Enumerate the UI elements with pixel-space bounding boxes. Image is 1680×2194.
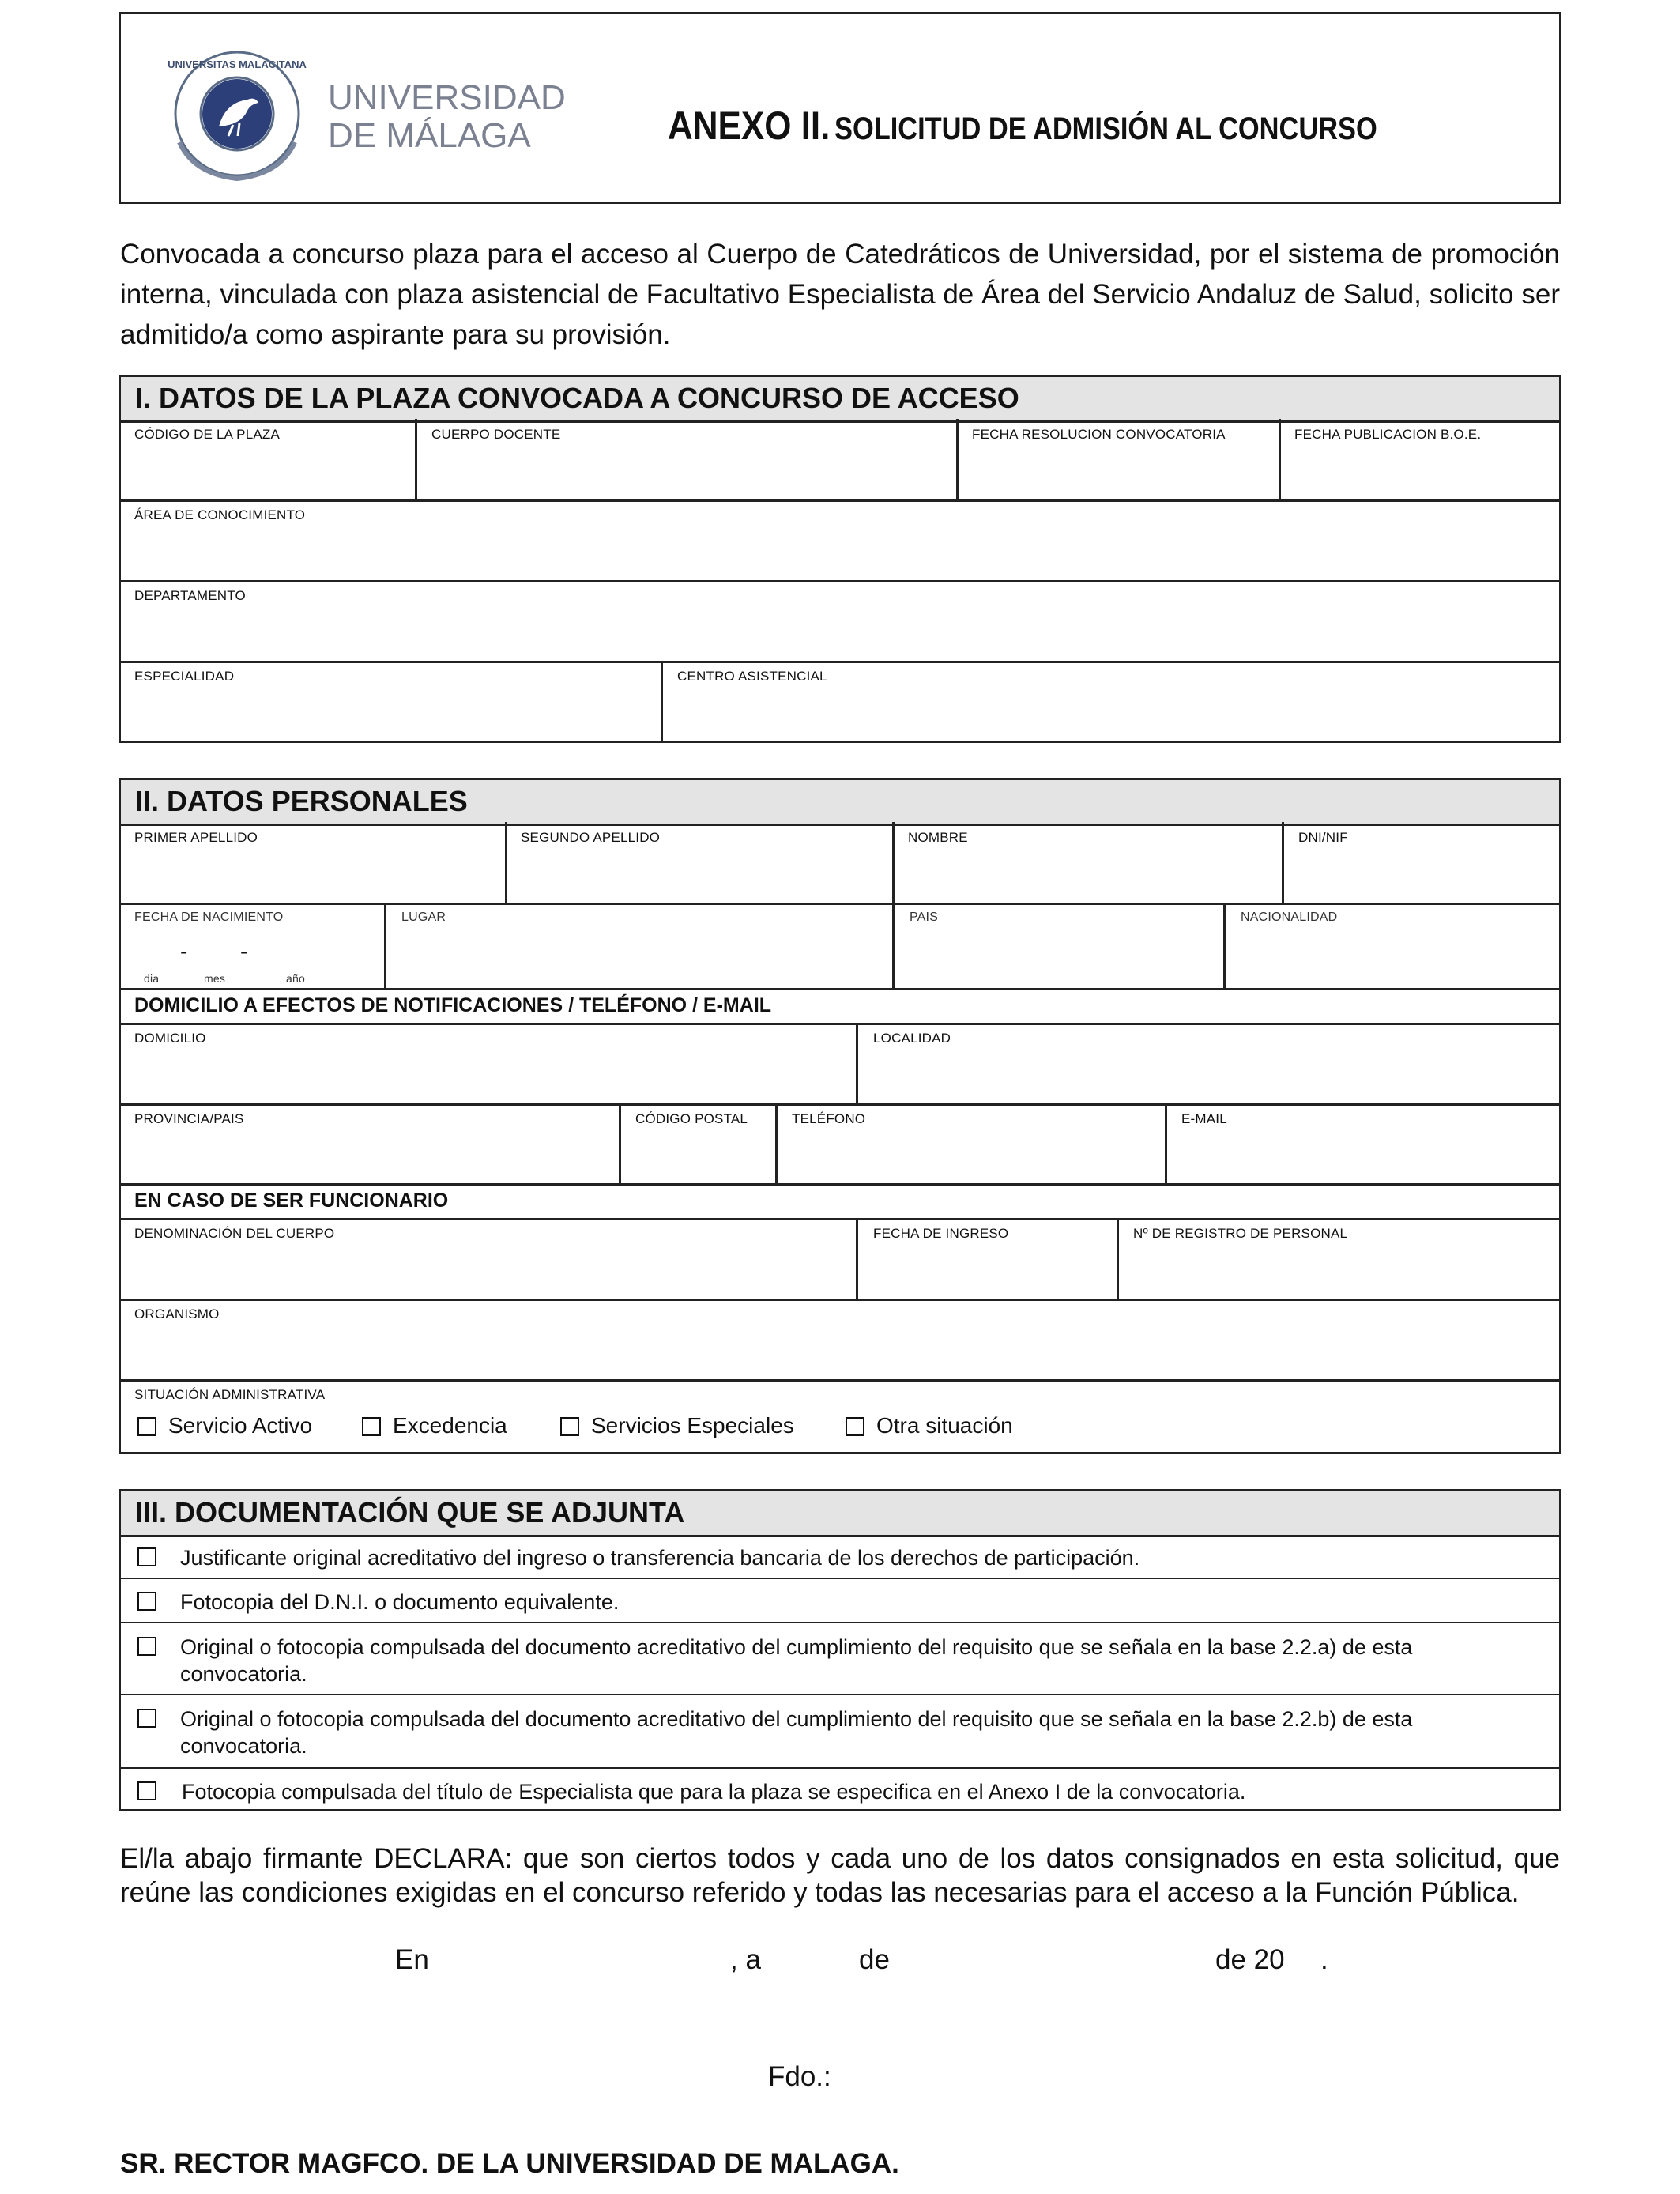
label-mes: mes <box>204 972 226 985</box>
label-lugar: LUGAR <box>401 910 446 924</box>
checkbox-excedencia[interactable] <box>362 1417 381 1436</box>
label-segundo-apellido: SEGUNDO APELLIDO <box>521 830 661 845</box>
option-excedencia: Excedencia <box>393 1413 507 1438</box>
date-dash-2: - <box>240 939 248 963</box>
label-telefono: TELÉFONO <box>792 1111 866 1126</box>
label-situacion: SITUACIÓN ADMINISTRATIVA <box>134 1387 326 1402</box>
label-departamento: DEPARTAMENTO <box>134 588 246 603</box>
label-fecha-publicacion: FECHA PUBLICACION B.O.E. <box>1294 427 1482 442</box>
checkbox-doc-dni[interactable] <box>137 1592 156 1611</box>
funcionario-header: EN CASO DE SER FUNCIONARIO <box>134 1189 449 1212</box>
page-title-annex: ANEXO II. <box>668 104 831 148</box>
page-title-rest: SOLICITUD DE ADMISIÓN AL CONCURSO <box>834 111 1378 146</box>
university-seal-logo <box>162 47 312 183</box>
domicilio-header: DOMICILIO A EFECTOS DE NOTIFICACIONES / TELÉFONO / E-MAIL <box>134 994 772 1016</box>
footer-addressee: SR. RECTOR MAGFCO. DE LA UNIVERSIDAD DE MALAGA. <box>120 2148 899 2179</box>
doc-item-requisito-b: Original o fotocopia compulsada del documento acreditativo del cumplimiento del requisito que se señala en la base 2.2.b) de esta convocatoria. <box>180 1707 1413 1758</box>
option-otra-situacion: Otra situación <box>876 1413 1013 1438</box>
university-name-line2: DE MÁLAGA <box>328 116 531 155</box>
checkbox-servicio-activo[interactable] <box>137 1417 156 1436</box>
label-nombre: NOMBRE <box>908 830 968 845</box>
checkbox-doc-requisito-b[interactable] <box>137 1709 156 1728</box>
label-dia: dia <box>144 972 160 985</box>
date-year-label: de 20 <box>1215 1944 1285 1975</box>
checkbox-servicios-especiales[interactable] <box>560 1417 579 1436</box>
label-codigo-postal: CÓDIGO POSTAL <box>635 1111 748 1126</box>
option-servicio-activo: Servicio Activo <box>168 1413 313 1438</box>
date-dash-1: - <box>180 939 188 963</box>
place-a-label: , a <box>730 1944 761 1975</box>
doc-item-justificante: Justificante original acreditativo del ingreso o transferencia bancaria de los derechos de participación. <box>180 1546 1140 1570</box>
university-name <box>328 79 566 155</box>
section-plaza-title: I. DATOS DE LA PLAZA CONVOCADA A CONCURSO DE ACCESO <box>135 382 1019 414</box>
label-cuerpo-docente: CUERPO DOCENTE <box>431 427 561 442</box>
doc-item-titulo: Fotocopia compulsada del título de Especialista que para la plaza se especifica en el Anexo I de la convocatoria. <box>182 1780 1246 1804</box>
label-denominacion: DENOMINACIÓN DEL CUERPO <box>134 1226 335 1241</box>
label-especialidad: ESPECIALIDAD <box>134 669 235 684</box>
label-domicilio: DOMICILIO <box>134 1031 206 1046</box>
section-personales-title: II. DATOS PERSONALES <box>135 785 468 817</box>
checkbox-doc-titulo[interactable] <box>137 1781 156 1800</box>
label-primer-apellido: PRIMER APELLIDO <box>134 830 258 845</box>
label-centro-asistencial: CENTRO ASISTENCIAL <box>677 669 827 684</box>
declaration-paragraph: El/la abajo firmante DECLARA: que son ciertos todos y cada uno de los datos consignados en esta solicitud, que reúne las condiciones exigidas en el concurso referido y todas las necesarias para el acceso a la Función Pública. <box>120 1843 1560 1908</box>
checkbox-doc-requisito-a[interactable] <box>137 1637 156 1656</box>
signature-label: Fdo.: <box>768 2061 831 2092</box>
intro-paragraph: Convocada a concurso plaza para el acceso al Cuerpo de Catedráticos de Universidad, por el sistema de promoción interna, vinculada con plaza asistencial de Facultativo Especialista de Área del Servicio Andaluz de Salud, solicito ser admitido/a como aspirante para su provisión. <box>120 239 1560 350</box>
label-pais: PAIS <box>910 910 939 924</box>
university-name-line1: UNIVERSIDAD <box>328 78 566 117</box>
label-email: E-MAIL <box>1181 1111 1227 1126</box>
label-fecha-nacimiento: FECHA DE NACIMIENTO <box>134 910 284 924</box>
label-localidad: LOCALIDAD <box>873 1031 951 1046</box>
label-registro-personal: Nº DE REGISTRO DE PERSONAL <box>1133 1226 1348 1241</box>
section-plaza-header <box>121 377 1559 423</box>
page-title <box>668 103 1466 149</box>
date-de-label: de <box>859 1944 890 1975</box>
date-period: . <box>1320 1944 1328 1975</box>
label-provincia: PROVINCIA/PAIS <box>134 1111 244 1126</box>
seal-text: UNIVERSITAS MALACITANA <box>168 58 307 70</box>
label-fecha-resolucion: FECHA RESOLUCION CONVOCATORIA <box>972 427 1226 442</box>
doc-item-dni: Fotocopia del D.N.I. o documento equivalente. <box>180 1590 620 1614</box>
doc-item-requisito-a: Original o fotocopia compulsada del documento acreditativo del cumplimiento del requisito que se señala en la base 2.2.a) de esta convocatoria. <box>180 1635 1413 1686</box>
checkbox-otra-situacion[interactable] <box>846 1417 864 1436</box>
label-codigo-plaza: CÓDIGO DE LA PLAZA <box>134 427 281 442</box>
section-documentacion-title: III. DOCUMENTACIÓN QUE SE ADJUNTA <box>135 1496 685 1529</box>
option-servicios-especiales: Servicios Especiales <box>591 1413 794 1438</box>
label-area-conocimiento: ÁREA DE CONOCIMIENTO <box>134 507 306 522</box>
label-organismo: ORGANISMO <box>134 1306 220 1321</box>
checkbox-doc-justificante[interactable] <box>137 1547 156 1566</box>
section-documentacion-header <box>121 1491 1559 1537</box>
place-en-label: En <box>395 1944 429 1975</box>
section-personales-header <box>121 780 1559 826</box>
label-anio: año <box>286 972 305 985</box>
label-fecha-ingreso: FECHA DE INGRESO <box>873 1226 1009 1241</box>
label-nacionalidad: NACIONALIDAD <box>1241 910 1338 924</box>
label-dni: DNI/NIF <box>1298 830 1348 845</box>
